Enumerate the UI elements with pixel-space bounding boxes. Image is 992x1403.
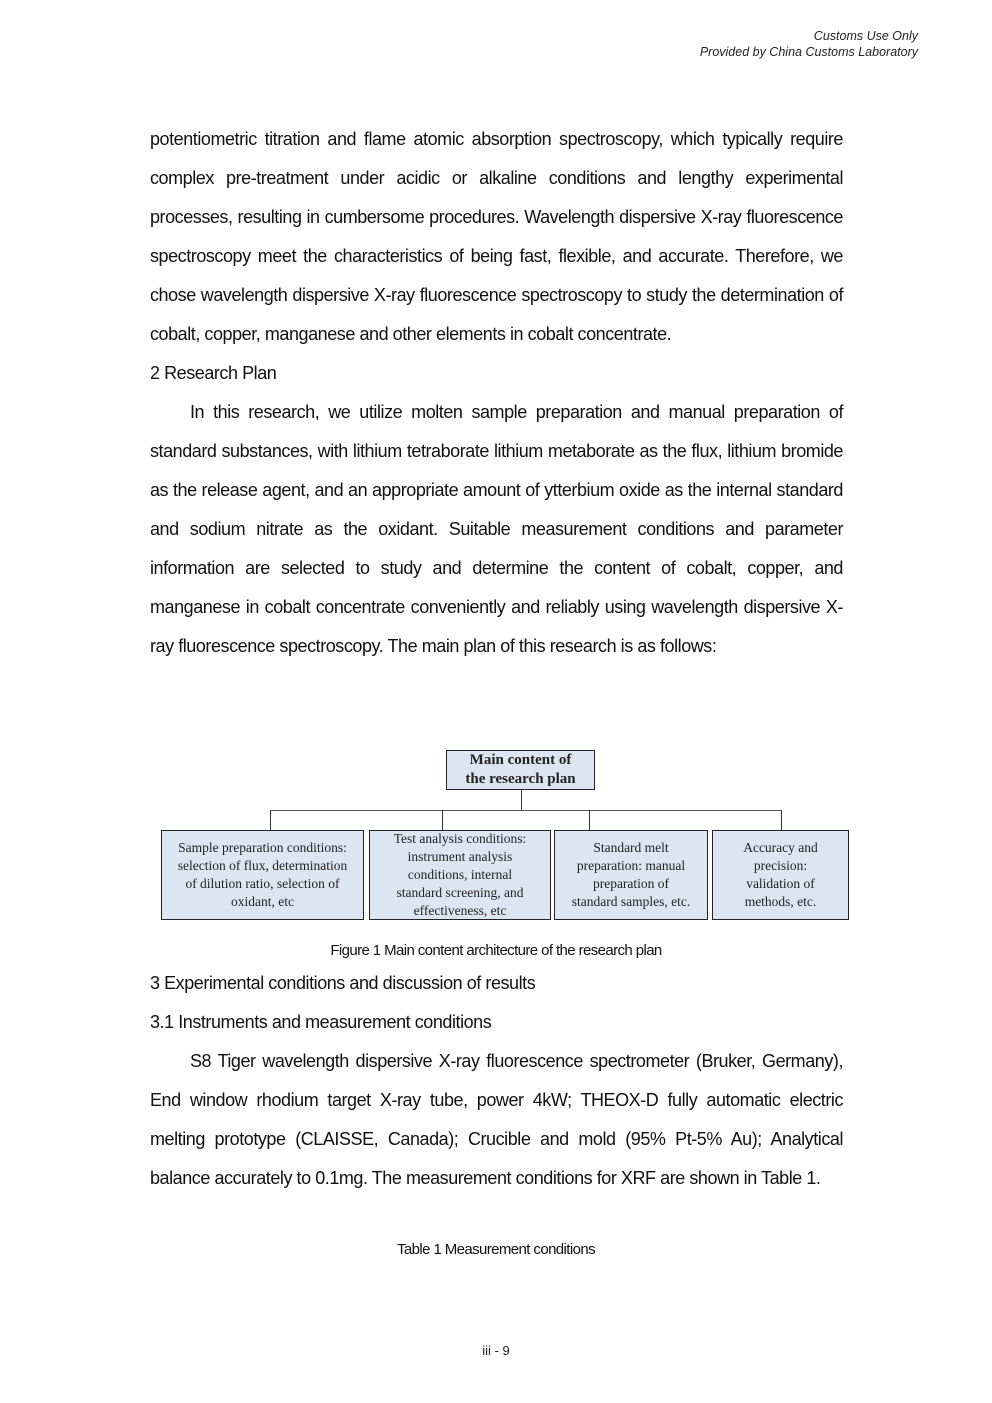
diagram-box-standard-melt (554, 830, 708, 920)
heading-section-3: 3 Experimental conditions and discussion of results (150, 973, 536, 993)
diagram-root-box (446, 750, 595, 790)
box-text-line: standard samples, etc. (571, 894, 691, 909)
box-text-line: effectiveness, etc (413, 903, 507, 918)
box-text-line: Test analysis conditions: (393, 831, 527, 846)
diagram-box-sample-preparation (161, 830, 364, 920)
connector-drop-2 (442, 810, 443, 830)
box-text-line: conditions, internal (407, 867, 513, 882)
body-section-top (150, 120, 843, 666)
heading-section-3-1: 3.1 Instruments and measurement conditions (150, 1012, 492, 1032)
box-text-line: precision: (753, 858, 808, 873)
connector-drop-3 (589, 810, 590, 830)
box-text-line: preparation: manual (576, 858, 686, 873)
header-line-provider: Provided by China Customs Laboratory (699, 45, 918, 59)
running-header (700, 28, 918, 60)
box-text-line: Sample preparation conditions: (178, 840, 347, 855)
box-text-line: instrument analysis (407, 849, 513, 864)
paragraph-instruments: S8 Tiger wavelength dispersive X-ray fluorescence spectrometer (Bruker, Germany), End window rhodium target X-ray tube, power 4kW; THEOX-D fully automatic electric melting prototype (CLAISSE, Canada); Crucible and mold (95% Pt-5% Au); Analytical balance accurately to 0.1mg. The measurement conditions for XRF are shown in Table 1. (150, 1051, 843, 1188)
connector-root-stem (521, 790, 522, 810)
diagram-root-line2: the research plan (465, 771, 576, 787)
connector-drop-1 (270, 810, 271, 830)
box-text-line: oxidant, etc (231, 894, 294, 909)
box-text-line: standard screening, and (396, 885, 524, 900)
box-text-line: validation of (746, 876, 815, 891)
paragraph-research-plan: In this research, we utilize molten sample preparation and manual preparation of standard substances, with lithium tetraborate lithium metaborate as the flux, lithium bromide as the release agent, and an appropriate amount of ytterbium oxide as the internal standard and sodium nitrate as the oxidant. Suitable measurement conditions and parameter information are selected to study and determine the content of cobalt, copper, and manganese in cobalt concentrate conveniently and reliably using wavelength dispersive X-ray fluorescence spectroscopy. The main plan of this research is as follows: (150, 402, 843, 656)
body-section-bottom (150, 964, 843, 1198)
figure-1-caption: Figure 1 Main content architecture of the research plan (330, 942, 662, 959)
box-text-line: methods, etc. (744, 894, 817, 909)
box-text-line: Standard melt (593, 840, 669, 855)
page-number: iii - 9 (482, 1343, 510, 1358)
connector-drop-4 (781, 810, 782, 830)
diagram-root-line1: Main content of (469, 752, 572, 768)
diagram-box-accuracy-precision (712, 830, 849, 920)
box-text-line: preparation of (592, 876, 670, 891)
header-line-customs: Customs Use Only (813, 29, 918, 43)
box-text-line: selection of flux, determination (177, 858, 348, 873)
heading-section-2: 2 Research Plan (150, 363, 277, 383)
table-1-caption: Table 1 Measurement conditions (397, 1241, 595, 1258)
connector-horizontal (270, 810, 782, 811)
paragraph-intro-continued: potentiometric titration and flame atomic absorption spectroscopy, which typically require complex pre-treatment under acidic or alkaline conditions and lengthy experimental processes, resulting in cumbersome procedures. Wavelength dispersive X-ray fluorescence spectroscopy meet the characteristics of being fast, flexible, and accurate. Therefore, we chose wavelength dispersive X-ray fluorescence spectroscopy to study the determination of cobalt, copper, manganese and other elements in cobalt concentrate. (150, 129, 843, 344)
box-text-line: of dilution ratio, selection of (185, 876, 340, 891)
diagram-box-test-analysis (369, 830, 551, 920)
box-text-line: Accuracy and (743, 840, 818, 855)
